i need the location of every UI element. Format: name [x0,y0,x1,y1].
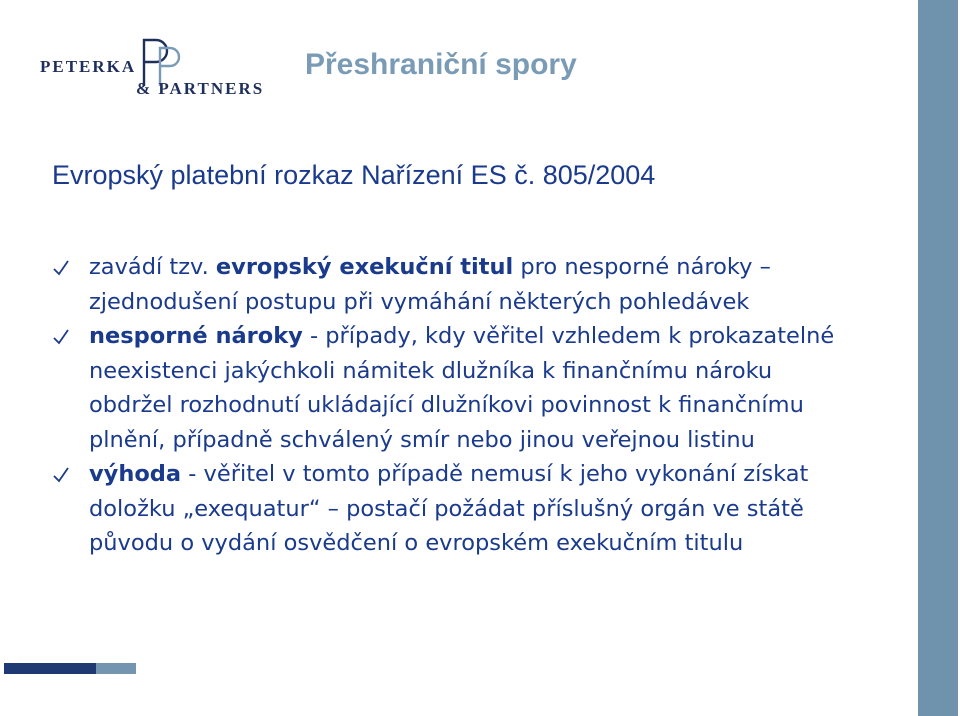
logo-word-partners: & PARTNERS [136,79,265,98]
bullet-list [52,250,862,561]
bullet-lead-bold: výhoda [89,461,182,487]
footer-bar-light [96,663,136,674]
slide-title: Přeshraniční spory [305,48,577,81]
footer-bar-dark [4,663,96,674]
bullet-item [52,250,862,319]
bullet-item [52,457,862,561]
bullet-lead-bold: evropský exekuční titul [215,254,514,280]
checkmark-icon [52,259,70,277]
bullet-text: pro nesporné nároky – zjednodušení postupu při vymáhání některých pohledávek [89,254,771,315]
company-logo [40,36,280,100]
logo-word-peterka: PETERKA [40,57,137,76]
bullet-lead-normal: zavádí tzv. [89,254,216,280]
bullet-text: - věřitel v tomto případě nemusí k jeho vykonání získat doložku „exequatur“ – postačí požádat příslušný orgán ve státě původu o vydání osvědčení o evropském exekučním titulu [89,461,809,556]
right-accent-bar [918,0,958,716]
bullet-lead-bold: nesporné nároky [89,323,303,349]
slide-subtitle: Evropský platební rozkaz Nařízení ES č. 805/2004 [52,160,656,190]
bullet-text: - případy, kdy věřitel vzhledem k prokazatelné neexistenci jakýchkoli námitek dlužníka k finančnímu nároku obdržel rozhodnutí ukládající dlužníkovi povinnost k finančnímu plnění, případně schválený smír nebo jinou veřejnou listinu [89,323,835,453]
bullet-item [52,319,862,457]
checkmark-icon [52,328,70,346]
checkmark-icon [52,466,70,484]
